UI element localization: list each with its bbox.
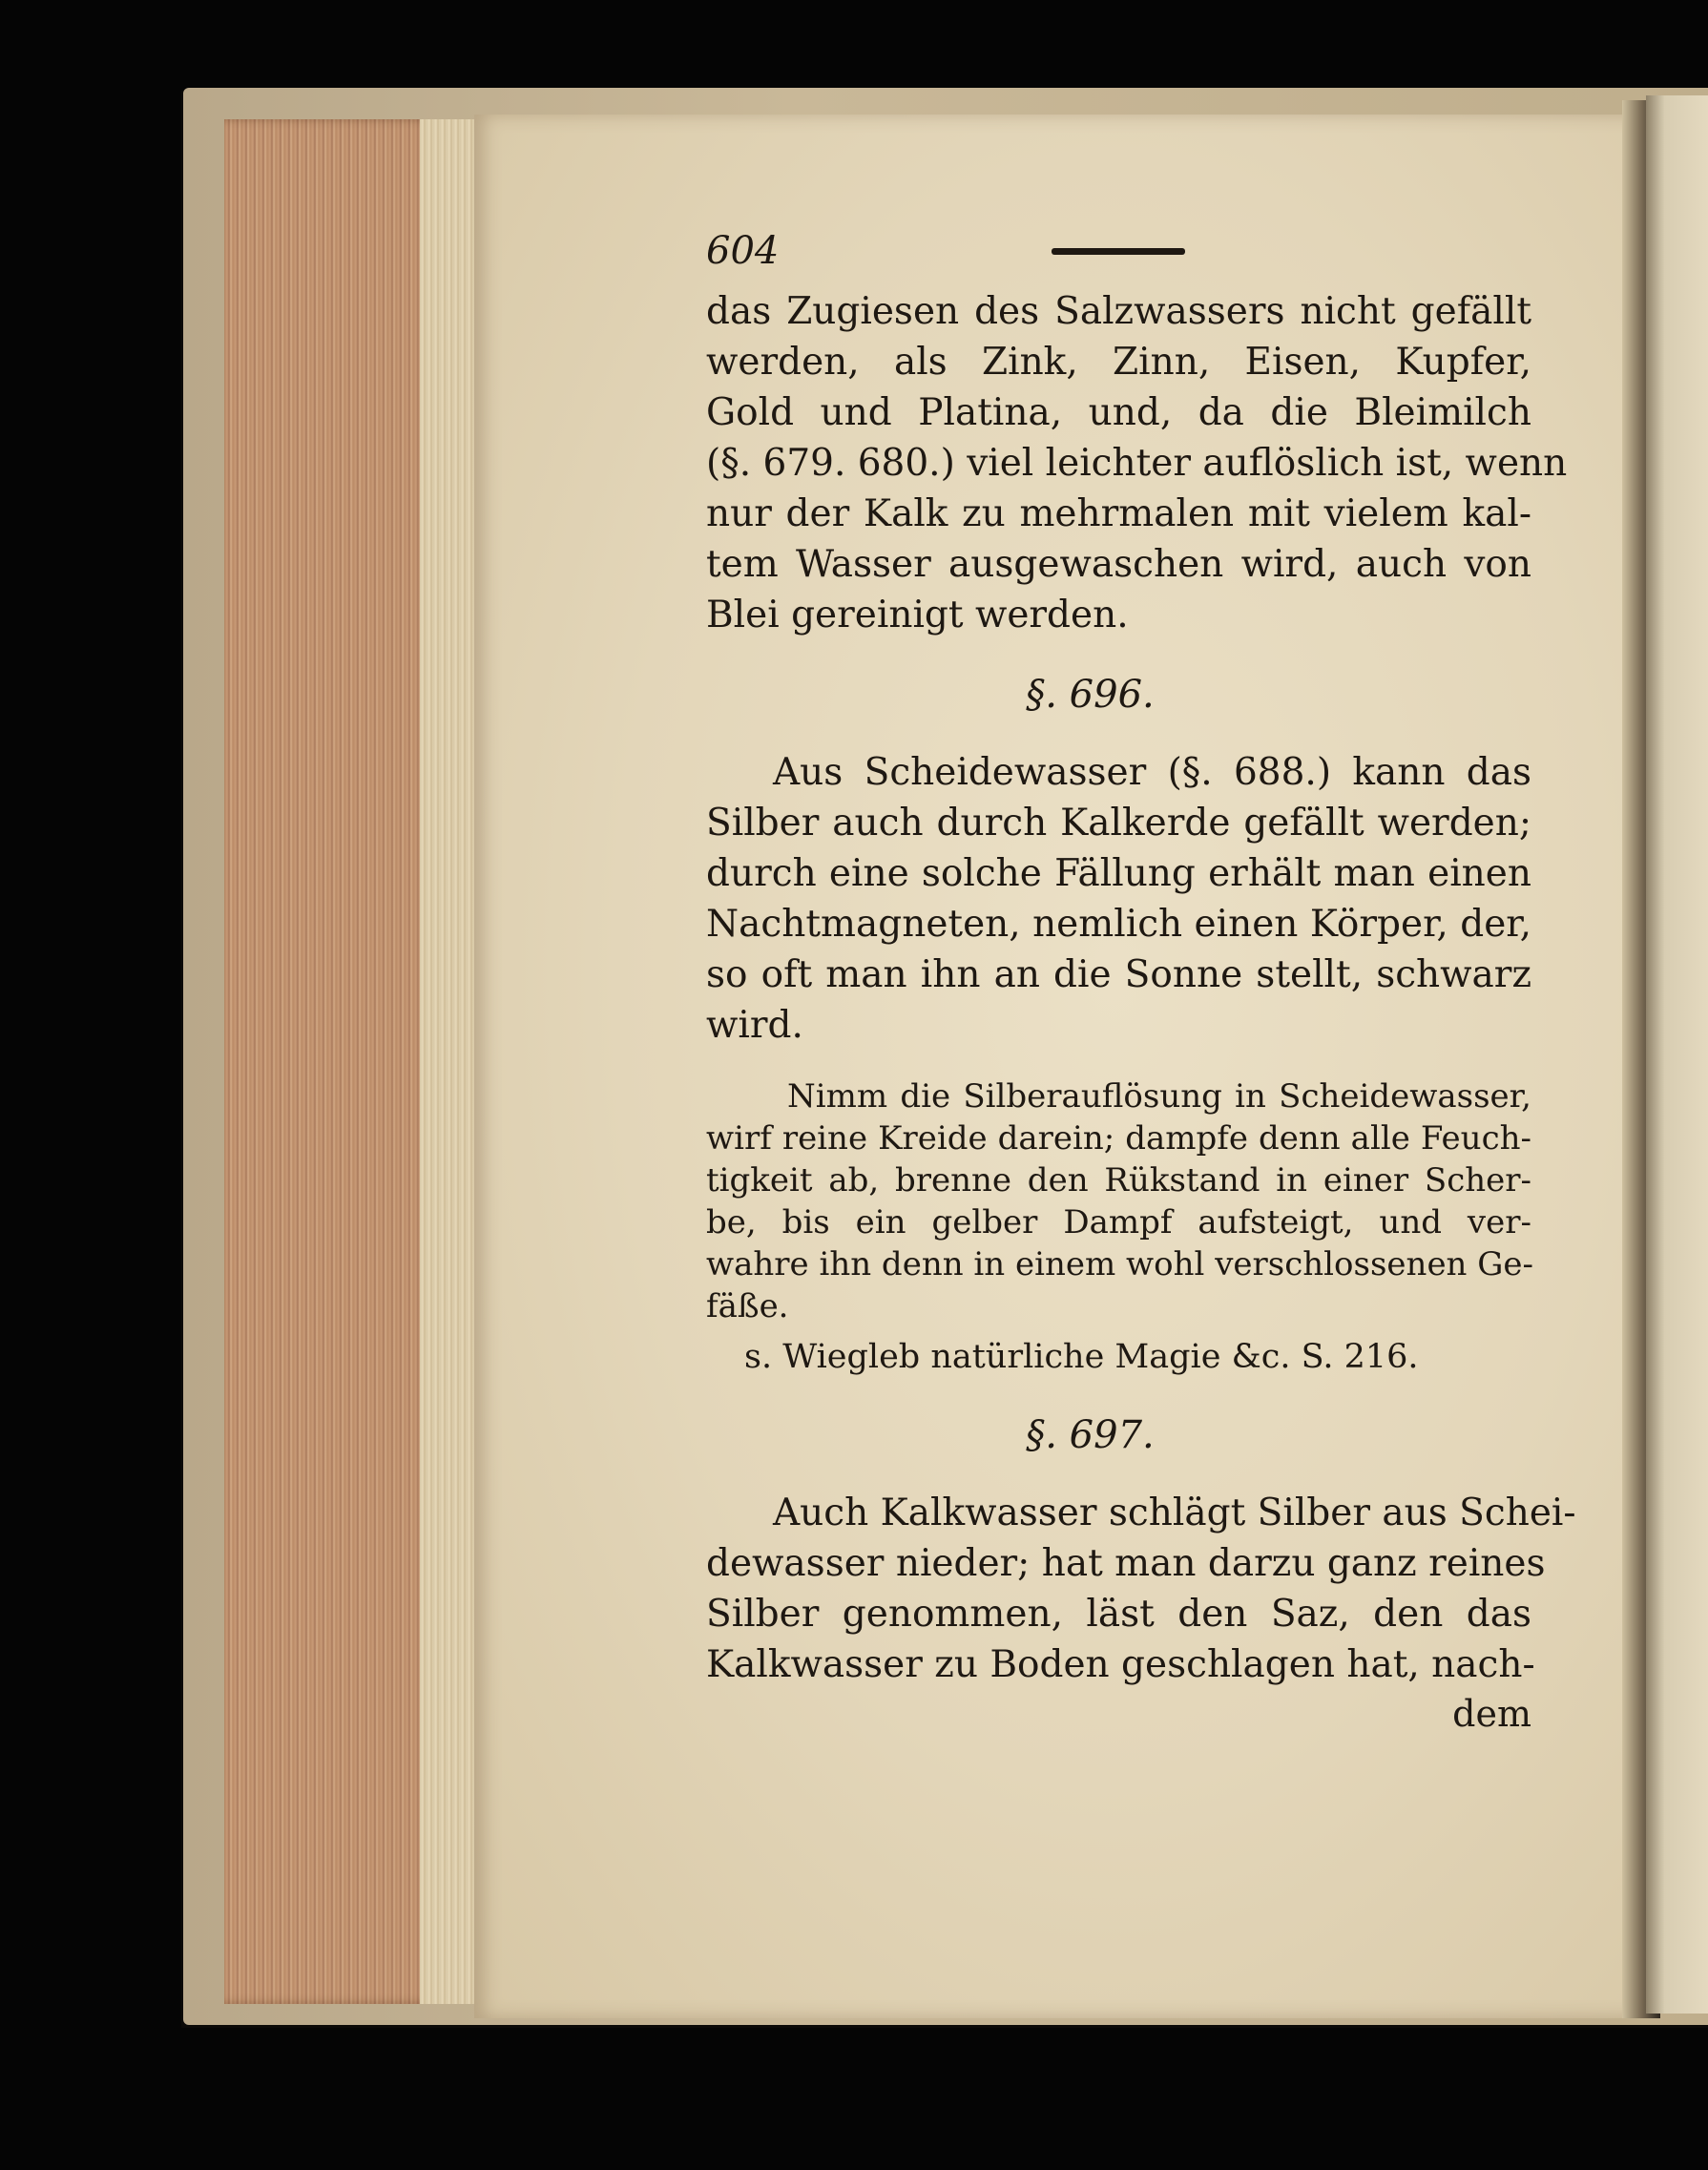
paragraph-4 <box>706 1488 1576 1690</box>
text-line: wahre ihn denn in einem wohl verschlossenen Ge- <box>706 1245 1534 1283</box>
text-line: wirf reine Kreide darein; dampfe denn alle Feuch- <box>706 1119 1531 1158</box>
page-header <box>706 229 1531 286</box>
text-line: werden, als Zink, Zinn, Eisen, Kupfer, <box>706 341 1531 384</box>
text-line: Nimm die Silberauflösung in Scheidewasser, <box>787 1077 1531 1116</box>
text-line: wird. <box>706 1004 803 1047</box>
text-line: fäße. <box>706 1287 789 1325</box>
text-line: be, bis ein gelber Dampf aufsteigt, und ver- <box>706 1203 1531 1241</box>
text-line: tigkeit ab, brenne den Rükstand in einer Scher- <box>706 1161 1531 1200</box>
text-line: das Zugiesen des Salzwassers nicht gefällt <box>706 290 1531 333</box>
page-text <box>706 229 1576 1738</box>
text-line: Nachtmagneten, nemlich einen Körper, der, <box>706 903 1532 946</box>
paragraph-3-note <box>706 1075 1534 1327</box>
text-line: Silber auch durch Kalkerde gefällt werden; <box>706 802 1531 845</box>
text-line: (§. 679. 680.) viel leichter auflöslich ist, wenn <box>706 442 1568 485</box>
text-line: nur der Kalk zu mehrmalen mit vielem kal- <box>706 492 1531 535</box>
section-heading-697: §. 697. <box>1026 1413 1155 1457</box>
facing-page-edge <box>1646 95 1708 2014</box>
text-line: tem Wasser ausgewaschen wird, auch von <box>706 543 1531 586</box>
text-line: Kalkwasser zu Boden geschlagen hat, nach- <box>706 1643 1535 1686</box>
paragraph-2 <box>706 747 1531 1051</box>
text-line: durch eine solche Fällung erhält man einen <box>706 852 1531 895</box>
page-edges-inner <box>420 119 477 2004</box>
catchword: dem <box>1452 1693 1531 1735</box>
page-number: 604 <box>706 229 780 273</box>
text-line: Silber genommen, läst den Saz, den das <box>706 1593 1531 1636</box>
paragraph-1 <box>706 286 1568 640</box>
text-line: so oft man ihn an die Sonne stellt, schwarz <box>706 953 1531 996</box>
text-line: dewasser nieder; hat man darzu ganz reines <box>706 1542 1546 1585</box>
header-rule <box>1052 248 1185 255</box>
text-line: Auch Kalkwasser schlägt Silber aus Schei- <box>773 1492 1576 1534</box>
text-line: Aus Scheidewasser (§. 688.) kann das <box>773 751 1531 794</box>
reference-citation: s. Wiegleb natürliche Magie &c. S. 216. <box>744 1338 1419 1376</box>
text-line: Blei gereinigt werden. <box>706 594 1129 636</box>
text-line: Gold und Platina, und, da die Bleimilch <box>706 391 1531 434</box>
section-heading-696: §. 696. <box>1026 673 1155 717</box>
